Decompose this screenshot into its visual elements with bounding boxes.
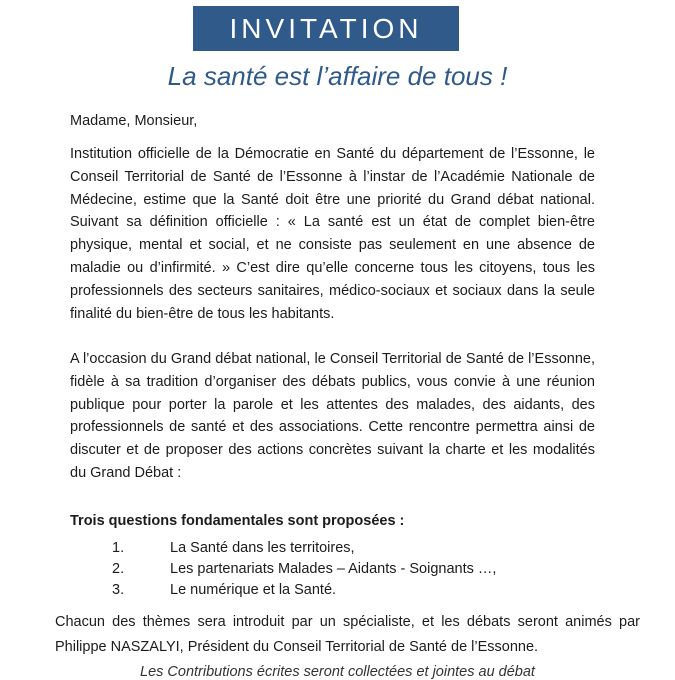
document-title: INVITATION [229,12,423,44]
questions-heading: Trois questions fondamentales sont proposées : [70,513,405,529]
contributions-note: Les Contributions écrites seront collectées et jointes au débat [140,664,535,680]
list-item-number: 2. [112,561,125,577]
list-item-text: Le numérique et la Santé. [170,582,337,598]
paragraph-outro: Chacun des thèmes sera introduit par un spécialiste, et les débats seront animés par Philippe NASZALYI, Président du Conseil Territorial de Santé de l’Essonne. [55,614,640,655]
document-subtitle: La santé est l’affaire de tous ! [167,61,508,91]
greeting: Madame, Monsieur, [70,113,198,129]
list-item-text: Les partenariats Malades – Aidants - Soignants …, [170,561,497,577]
list-item-text: La Santé dans les territoires, [170,540,355,556]
paragraph-invitation: A l’occasion du Grand débat national, le Conseil Territorial de Santé de l’Essonne, fidèle à sa tradition d’organiser des débats publics, vous convie à une réunion publique pour porter la parole et les attentes des malades, des aidants, des professionnels de santé et des associations. Cette rencontre permettra ainsi de discuter et de proposer des actions concrètes suivant la charte et les modalités du Grand Débat : [70,351,595,481]
invitation-banner [193,6,459,51]
list-item-number: 1. [112,540,125,556]
paragraph-intro: Institution officielle de la Démocratie en Santé du département de l’Essonne, le Conseil Territorial de Santé de l’Essonne à l’instar de l’Académie Nationale de Médecine, estime que la Santé doit être une priorité du Grand débat national. Suivant sa définition officielle : « La santé est un état de complet bien-être physique, mental et social, et ne consiste pas seulement en une absence de maladie ou d’infirmité. » C’est dire qu’elle concerne tous les citoyens, tous les professionnels des secteurs sanitaires, médico-sociaux et sociaux dans la seule finalité du bien-être de tous les habitants. [70,146,595,322]
list-item-number: 3. [112,582,125,598]
